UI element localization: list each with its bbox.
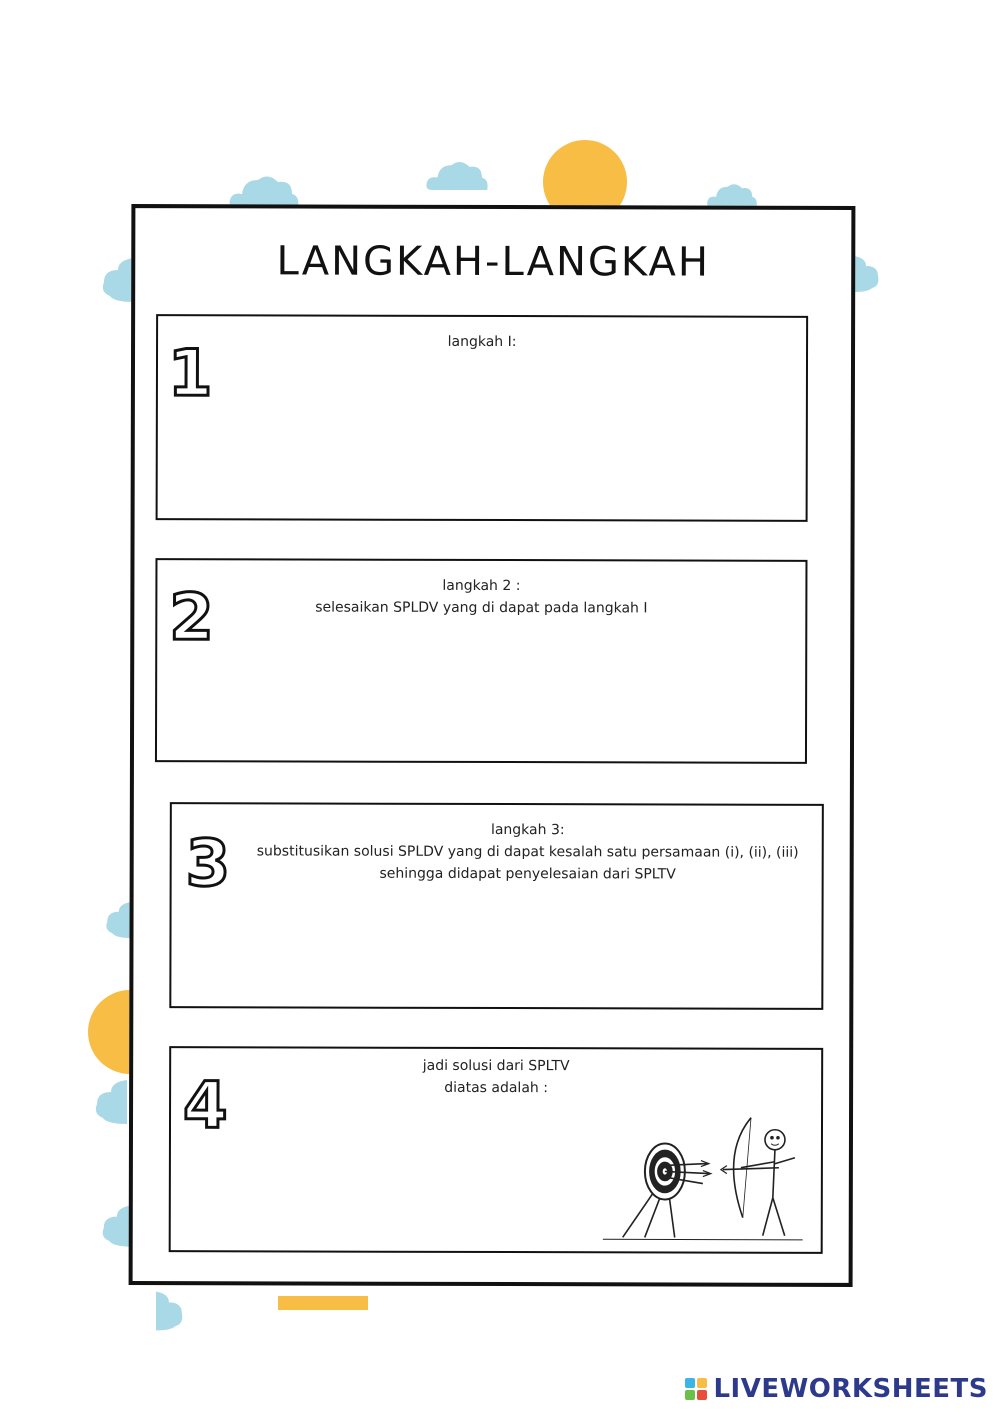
cloud-icon <box>104 898 132 942</box>
step-line: langkah 3: <box>490 821 565 839</box>
cloud-icon <box>424 158 490 190</box>
step-box-3 <box>169 802 824 1010</box>
cloud-icon <box>156 1290 184 1332</box>
brand-mark-icon <box>685 1378 707 1400</box>
worksheet-sheet <box>129 204 856 1287</box>
cloud-icon <box>706 180 758 208</box>
step-line: selesaikan SPLDV yang di dapat pada langkah I <box>315 599 648 617</box>
decor-strip <box>278 1296 368 1310</box>
step-number-1: 1 <box>167 337 213 412</box>
step-text-4 <box>171 1054 821 1100</box>
step-line: jadi solusi dari SPLTV <box>422 1057 570 1075</box>
step-box-2 <box>155 558 808 764</box>
brand-name: LIVEWORKSHEETS <box>713 1374 988 1404</box>
step-line: langkah 2 : <box>442 577 521 595</box>
archer-target-illustration <box>603 1113 817 1244</box>
step-line: sehingga didapat penyelesaian dari SPLTV <box>379 865 676 883</box>
step-number-4: 4 <box>182 1069 228 1144</box>
step-number-2: 2 <box>169 581 214 656</box>
step-box-1 <box>156 314 809 522</box>
step-line: diatas adalah : <box>444 1079 548 1097</box>
cloud-icon <box>228 172 300 208</box>
step-number-3: 3 <box>185 827 231 902</box>
step-text-3 <box>242 818 814 885</box>
step-line: substitusikan solusi SPLDV yang di dapat kesalah satu persamaan (i), (ii), (iii) <box>256 843 799 861</box>
step-line: langkah I: <box>447 333 517 351</box>
step-text-2 <box>157 574 805 620</box>
step-box-4 <box>169 1046 824 1254</box>
cloud-icon <box>88 1080 132 1124</box>
cloud-icon <box>854 256 880 292</box>
cloud-icon <box>100 1198 132 1254</box>
step-text-1 <box>158 330 806 354</box>
page-title: LANGKAH-LANGKAH <box>276 238 710 286</box>
brand-logo[interactable] <box>685 1374 988 1404</box>
cloud-icon <box>100 258 134 302</box>
